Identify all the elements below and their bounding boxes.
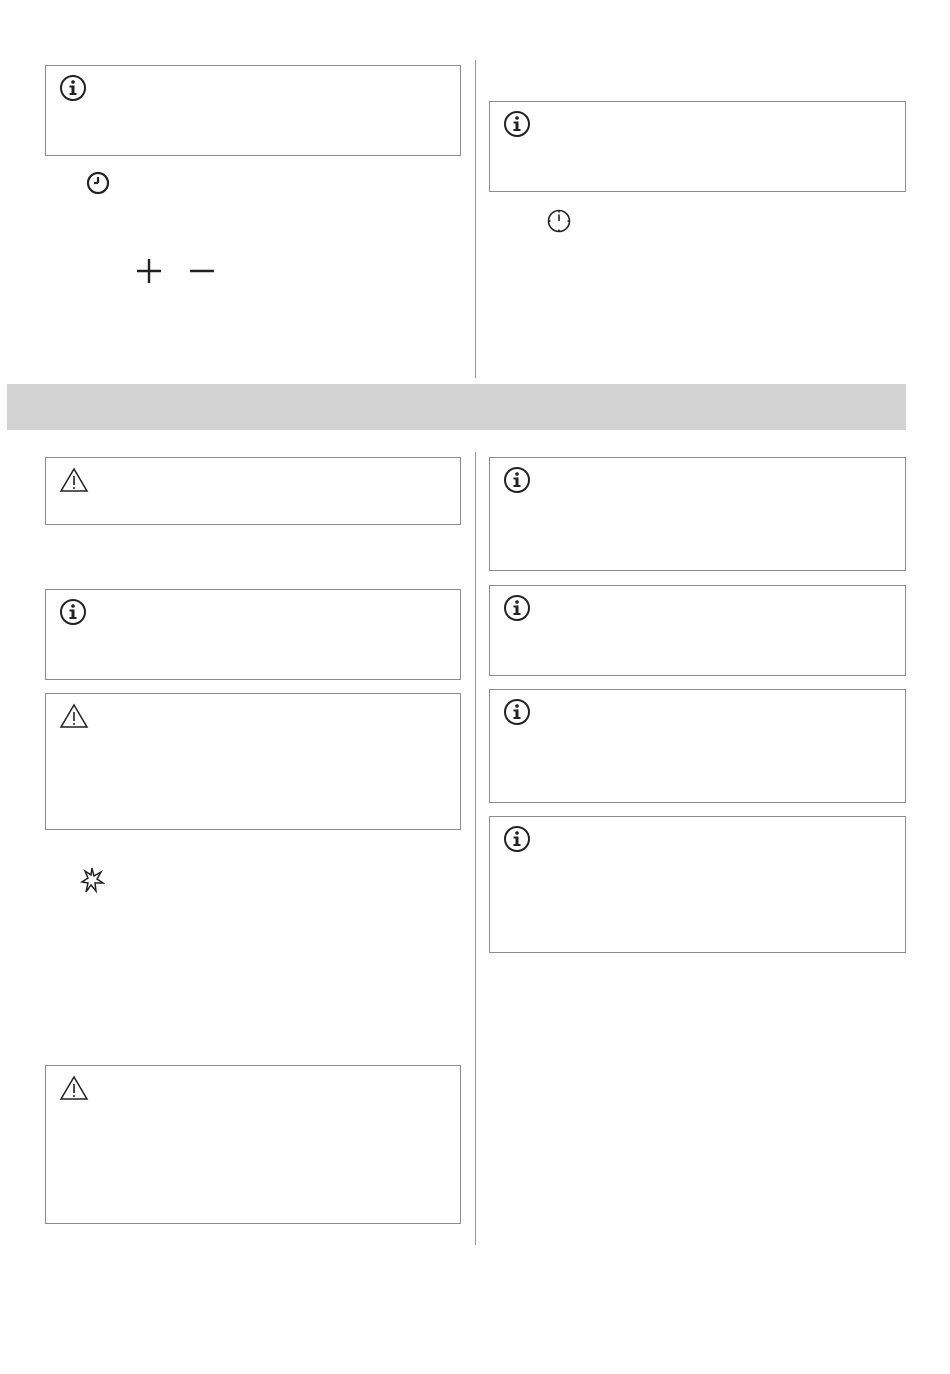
minus-icon	[189, 258, 215, 284]
info-note-box	[489, 101, 906, 192]
info-note-box	[489, 689, 906, 803]
warning-note-box	[45, 1065, 461, 1224]
column-divider-top	[475, 60, 476, 378]
clock-icon	[86, 171, 110, 195]
info-icon	[503, 825, 531, 853]
warning-icon	[59, 702, 87, 730]
timer-icon	[546, 208, 572, 234]
warning-note-box	[45, 693, 461, 830]
info-icon	[503, 466, 531, 494]
column-divider-bottom	[475, 452, 476, 1245]
info-note-box	[489, 457, 906, 571]
info-note-box	[45, 65, 461, 156]
plus-icon	[136, 258, 162, 284]
info-note-box	[489, 585, 906, 676]
info-note-box	[489, 816, 906, 953]
info-icon	[503, 110, 531, 138]
info-icon	[503, 594, 531, 622]
info-icon	[59, 598, 87, 626]
warning-note-box	[45, 457, 461, 525]
info-note-box	[45, 589, 461, 680]
warning-icon	[59, 1074, 87, 1102]
warning-icon	[59, 466, 87, 494]
spark-icon	[79, 866, 105, 894]
info-icon	[503, 698, 531, 726]
section-header-band	[7, 384, 906, 430]
info-icon	[59, 74, 87, 102]
